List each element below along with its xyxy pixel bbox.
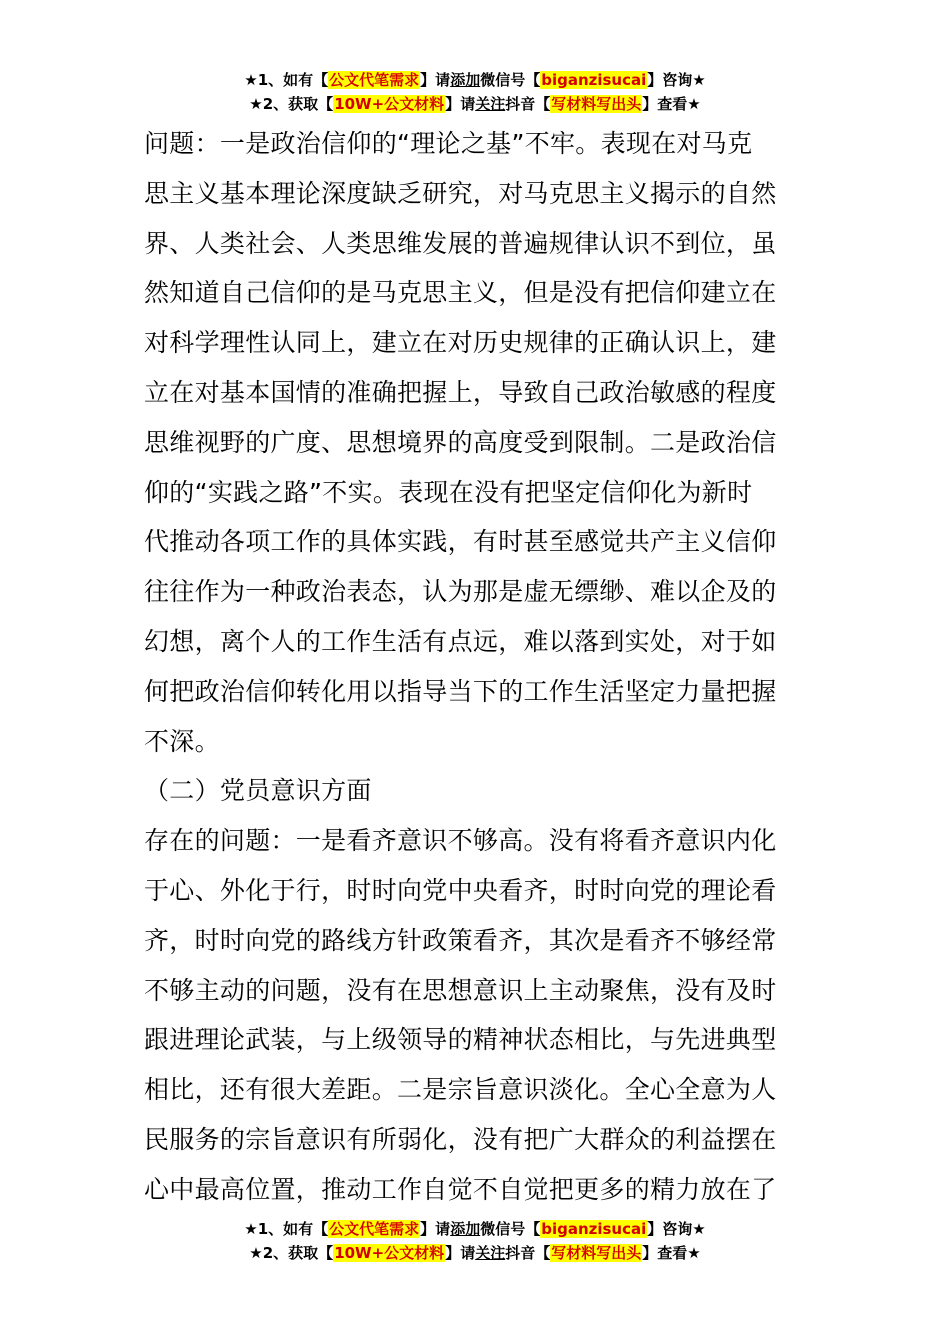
body-line: 问题：一是政治信仰的“理论之基”不牢。表现在对马克 bbox=[144, 129, 753, 158]
header-banner bbox=[0, 68, 950, 116]
body-line: 仰的“实践之路”不实。表现在没有把坚定信仰化为新时 bbox=[144, 477, 753, 507]
body-line: 相比，还有很大差距。二是宗旨意识淡化。全心全意为人 bbox=[144, 1075, 777, 1105]
banner-text: ★1、如有【 bbox=[244, 71, 329, 89]
body-line: 立在对基本国情的准确把握上，导致自己政治敏感的程度 bbox=[144, 377, 777, 407]
banner-highlight: 10W+公文材料 bbox=[334, 95, 445, 113]
banner-line-1 bbox=[0, 1217, 950, 1241]
section-heading: （二）党员意识方面 bbox=[144, 776, 372, 806]
banner-text: 】查看★ bbox=[642, 1244, 701, 1262]
body-line: 思维视野的广度、思想境界的高度受到限制。二是政治信 bbox=[144, 427, 777, 457]
banner-text: 抖音【 bbox=[505, 1244, 551, 1262]
banner-douyin-id: 写材料写出头 bbox=[551, 1244, 642, 1262]
banner-highlight: 公文代笔需求 bbox=[329, 1220, 420, 1238]
banner-line-2 bbox=[0, 92, 950, 116]
banner-line-1 bbox=[0, 68, 950, 92]
banner-highlight: 公文代笔需求 bbox=[329, 71, 420, 89]
body-line: 往往作为一种政治表态，认为那是虚无缥缈、难以企及的 bbox=[144, 577, 777, 607]
body-line: 民服务的宗旨意识有所弱化，没有把广大群众的利益摆在 bbox=[144, 1124, 777, 1154]
body-line: 界、人类社会、人类思维发展的普遍规律认识不到位，虽 bbox=[144, 228, 777, 258]
banner-text: 】咨询★ bbox=[647, 71, 706, 89]
banner-underlined: 关注 bbox=[475, 95, 506, 113]
banner-underlined: 关注 bbox=[475, 1244, 506, 1262]
body-line: 幻想，离个人的工作生活有点远，难以落到实处，对于如 bbox=[144, 626, 777, 656]
banner-text: ★1、如有【 bbox=[244, 1220, 329, 1238]
body-line: 存在的问题：一是看齐意识不够高。没有将看齐意识内化 bbox=[144, 826, 777, 856]
banner-text: 】查看★ bbox=[642, 95, 701, 113]
banner-text: 】请 bbox=[420, 1220, 451, 1238]
banner-wechat-id: biganzisucai bbox=[541, 71, 647, 89]
body-line: 何把政治信仰转化用以指导当下的工作生活坚定力量把握 bbox=[144, 676, 777, 706]
banner-underlined: 添加 bbox=[450, 1220, 481, 1238]
body-line: 思主义基本理论深度缺乏研究，对马克思主义揭示的自然 bbox=[144, 178, 777, 208]
banner-text: 抖音【 bbox=[505, 95, 551, 113]
banner-highlight: 10W+公文材料 bbox=[334, 1244, 445, 1262]
body-line: 于心、外化于行，时时向党中央看齐，时时向党的理论看 bbox=[144, 875, 777, 905]
banner-text: 】请 bbox=[420, 71, 451, 89]
document-body bbox=[144, 119, 808, 1215]
body-line: 然知道自己信仰的是马克思主义，但是没有把信仰建立在 bbox=[144, 278, 777, 308]
body-line: 心中最高位置，推动工作自觉不自觉把更多的精力放在了 bbox=[144, 1174, 777, 1204]
banner-text: 微信号【 bbox=[480, 71, 541, 89]
banner-text: 】咨询★ bbox=[647, 1220, 706, 1238]
banner-text: 微信号【 bbox=[480, 1220, 541, 1238]
body-line: 跟进理论武装，与上级领导的精神状态相比，与先进典型 bbox=[144, 1025, 777, 1055]
body-line: 对科学理性认同上，建立在对历史规律的正确认识上，建 bbox=[144, 328, 777, 358]
banner-douyin-id: 写材料写出头 bbox=[551, 95, 642, 113]
banner-text: ★2、获取【 bbox=[249, 1244, 334, 1262]
banner-wechat-id: biganzisucai bbox=[541, 1220, 647, 1238]
body-line: 代推动各项工作的具体实践，有时甚至感觉共产主义信仰 bbox=[144, 527, 777, 557]
banner-text: ★2、获取【 bbox=[249, 95, 334, 113]
body-line: 不深。 bbox=[144, 726, 220, 756]
body-line: 齐，时时向党的路线方针政策看齐，其次是看齐不够经常 bbox=[144, 925, 777, 955]
banner-text: 】请 bbox=[445, 95, 476, 113]
footer-banner bbox=[0, 1217, 950, 1265]
banner-underlined: 添加 bbox=[450, 71, 481, 89]
body-line: 不够主动的问题，没有在思想意识上主动聚焦，没有及时 bbox=[144, 975, 777, 1005]
banner-line-2 bbox=[0, 1241, 950, 1265]
banner-text: 】请 bbox=[445, 1244, 476, 1262]
